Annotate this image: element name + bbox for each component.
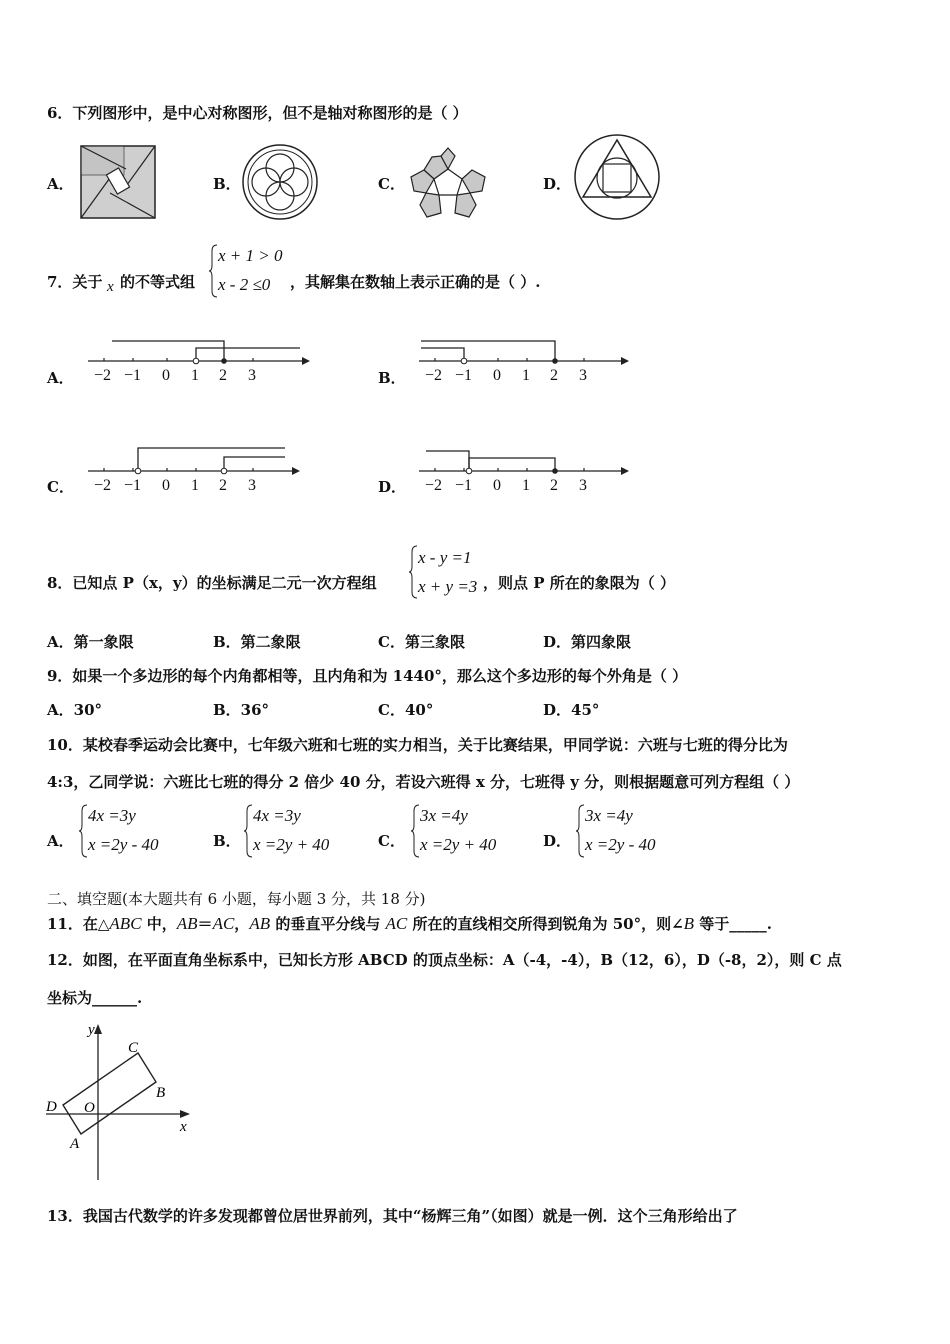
q12-coordinate-figure: [40, 1020, 200, 1182]
q8-option-d[interactable]: D．第四象限: [543, 633, 632, 651]
label-b: B: [156, 1085, 166, 1101]
q10-option-d-system: [576, 803, 686, 859]
q6-stem: 6．下列图形中，是中心对称图形，但不是轴对称图形的是（ ）: [47, 104, 468, 122]
q10-option-c-system: [411, 803, 521, 859]
q10-stem-line2: 4:3，乙同学说：六班比七班的得分 2 倍少 40 分，若设六班得 x 分，七班得 y 分，则根据题意可列方程组（ ）: [47, 773, 800, 791]
q7-option-c-label[interactable]: C．: [47, 478, 74, 496]
tick-label: 3: [248, 477, 256, 494]
q10-c-eq2: x =2y + 40: [420, 835, 497, 854]
q7-stem-mid: 的不等式组: [120, 273, 196, 291]
tick-label: −2: [94, 367, 112, 384]
q6-figure-b: [238, 143, 322, 221]
q11-text: 等于_____.: [694, 915, 773, 933]
q10-option-a-system: [79, 803, 189, 859]
q11-var-ab: AB: [249, 914, 271, 933]
q7-b-ticklabels: [425, 366, 605, 386]
label-a: A: [70, 1136, 80, 1152]
tick-label: −2: [94, 477, 112, 494]
section-2-heading: 二、填空题(本大题共有 6 小题，每小题 3 分，共 18 分): [47, 890, 426, 908]
tick-label: 2: [219, 477, 227, 494]
q12-stem-line2: 坐标为______.: [47, 989, 143, 1007]
tick-label: 1: [191, 367, 199, 384]
q11-text: 中，: [141, 915, 177, 933]
q8-equation-system: [409, 544, 489, 600]
tick-label: 1: [191, 477, 199, 494]
q11-text: 所在的直线相交所得到锐角为 50°，则∠: [407, 915, 684, 933]
tick-label: 0: [162, 367, 170, 384]
q7-var: x: [107, 279, 114, 295]
label-origin: O: [84, 1100, 95, 1116]
q12-stem-line1: 12．如图，在平面直角坐标系中，已知长方形 ABCD 的顶点坐标：A（-4，-4），B（12，6），D（-8，2），则 C 点: [47, 951, 842, 969]
q10-c-eq1: 3x =4y: [420, 806, 468, 825]
q10-option-b-system: [244, 803, 354, 859]
q9-option-c[interactable]: C．40°: [378, 701, 434, 719]
q10-stem-line1: 10．某校春季运动会比赛中，七年级六班和七班的实力相当，关于比赛结果，甲同学说：六班与七班的得分比为: [47, 736, 788, 754]
tick-label: 3: [248, 367, 256, 384]
q7-stem-pre: 7．关于: [47, 273, 103, 291]
q8-eq1: x - y =1: [418, 548, 472, 567]
q11-text: 的垂直平分线与: [270, 915, 386, 933]
q10-b-eq2: x =2y + 40: [253, 835, 330, 854]
q10-d-eq2: x =2y - 40: [585, 835, 656, 854]
q11-var-b: B: [683, 914, 695, 933]
q11-stem: [47, 914, 772, 934]
tick-label: 1: [522, 367, 530, 384]
q10-option-c-label[interactable]: C．: [378, 832, 405, 850]
tick-label: 2: [219, 367, 227, 384]
q7-stem-post: ，其解集在数轴上表示正确的是（ ）.: [290, 273, 541, 291]
q7-d-ticklabels: [425, 476, 605, 496]
q8-option-a[interactable]: A．第一象限: [47, 633, 134, 651]
q6-option-c-label[interactable]: C．: [378, 175, 405, 193]
q11-text: 11．在△: [47, 915, 110, 933]
q6-figure-d: [572, 133, 662, 221]
q6-figure-a: [80, 145, 156, 219]
q8-option-b[interactable]: B．第二象限: [213, 633, 301, 651]
rectangle-abcd: [63, 1053, 156, 1134]
q10-option-a-label[interactable]: A．: [47, 832, 74, 850]
q13-stem-line1: 13．我国古代数学的许多发现都曾位居世界前列，其中“杨辉三角”（如图）就是一例．这个三角形给出了: [47, 1207, 738, 1225]
label-y: y: [88, 1022, 95, 1038]
q10-option-b-label[interactable]: B．: [213, 832, 241, 850]
q9-option-d[interactable]: D．45°: [543, 701, 600, 719]
tick-label: 1: [522, 477, 530, 494]
label-c: C: [128, 1040, 139, 1056]
q7-option-b-label[interactable]: B．: [378, 369, 406, 387]
q11-var-ac: AC: [212, 914, 235, 933]
q7-a-ticklabels: [94, 366, 274, 386]
q7-option-d-label[interactable]: D．: [378, 478, 407, 496]
q10-b-eq1: 4x =3y: [253, 806, 301, 825]
q7-eq2: x - 2 ≤0: [218, 275, 271, 294]
q9-option-a[interactable]: A．30°: [47, 701, 103, 719]
q6-figure-c: [405, 145, 491, 221]
q7-c-ticklabels: [94, 476, 274, 496]
tick-label: 3: [579, 367, 587, 384]
q11-var-abc: ABC: [109, 914, 142, 933]
tick-label: −2: [425, 477, 443, 494]
q11-text: ，: [234, 915, 250, 933]
label-x: x: [180, 1119, 187, 1135]
tick-label: −1: [124, 477, 142, 494]
tick-label: 0: [493, 477, 501, 494]
tick-label: 0: [162, 477, 170, 494]
q8-stem-pre: 8．已知点 P（x，y）的坐标满足二元一次方程组: [47, 574, 377, 592]
q10-d-eq1: 3x =4y: [585, 806, 633, 825]
q9-option-b[interactable]: B．36°: [213, 701, 270, 719]
q6-option-a-label[interactable]: A．: [47, 175, 74, 193]
q7-option-a-label[interactable]: A．: [47, 369, 74, 387]
tick-label: −2: [425, 367, 443, 384]
q8-stem-post: ，则点 P 所在的象限为（ ）: [483, 574, 675, 592]
tick-label: −1: [455, 477, 473, 494]
tick-label: 2: [550, 367, 558, 384]
tick-label: −1: [124, 367, 142, 384]
tick-label: 0: [493, 367, 501, 384]
q7-inequality-system: [209, 243, 289, 299]
label-d: D: [46, 1099, 57, 1115]
tick-label: −1: [455, 367, 473, 384]
q8-eq2: x + y =3: [418, 577, 478, 596]
y-axis-arrow-icon: [94, 1024, 102, 1034]
tick-label: 3: [579, 477, 587, 494]
q11-var-ab: AB: [176, 914, 198, 933]
tick-label: 2: [550, 477, 558, 494]
q9-stem: 9．如果一个多边形的每个内角都相等，且内角和为 1440°，那么这个多边形的每个外角是（ ）: [47, 667, 688, 685]
q10-option-d-label[interactable]: D．: [543, 832, 572, 850]
q6-option-b-label[interactable]: B．: [213, 175, 241, 193]
q10-a-eq2: x =2y - 40: [88, 835, 159, 854]
q11-text: ＝: [197, 915, 213, 933]
q11-var-ac: AC: [385, 914, 408, 933]
q8-option-c[interactable]: C．第三象限: [378, 633, 465, 651]
x-axis-arrow-icon: [180, 1110, 190, 1118]
q10-a-eq1: 4x =3y: [88, 806, 136, 825]
q6-option-d-label[interactable]: D．: [543, 175, 572, 193]
q7-eq1: x + 1 > 0: [218, 246, 283, 265]
